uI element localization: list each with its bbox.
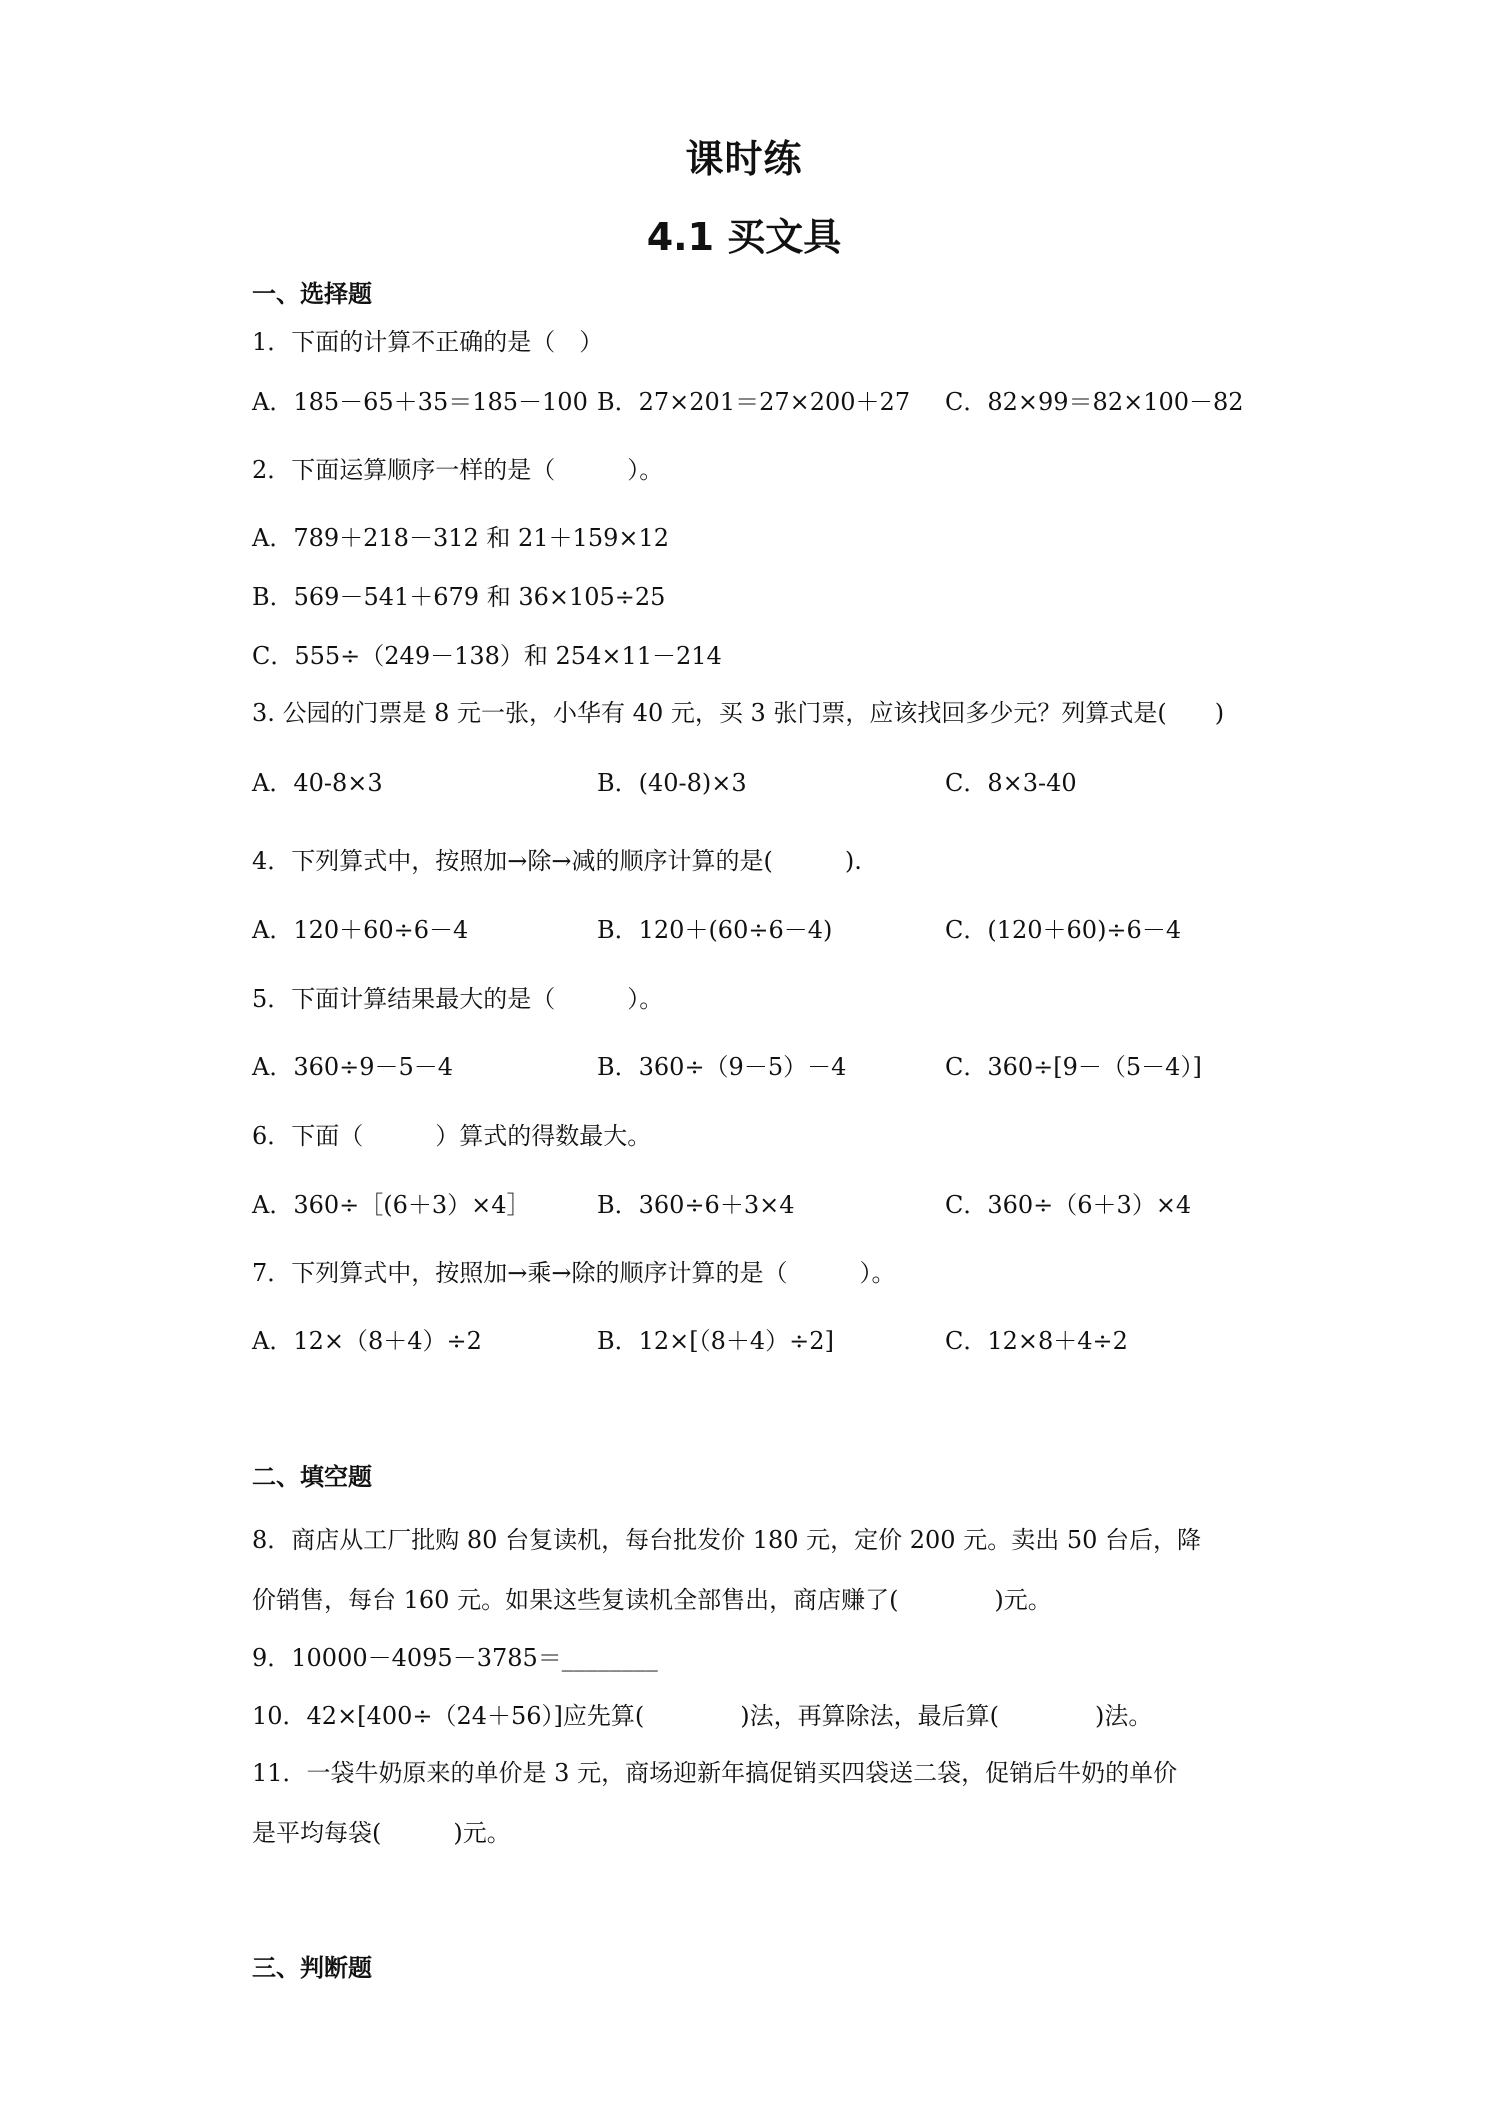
question-7-option-c: C．12×8＋4÷2 xyxy=(945,1327,1128,1355)
question-7-option-b: B．12×[（8＋4）÷2] xyxy=(597,1327,834,1355)
question-4-option-b: B．120＋(60÷6－4) xyxy=(597,916,833,944)
question-8-line-2: 价销售，每台 160 元。如果这些复读机全部售出，商店赚了( )元。 xyxy=(252,1586,1052,1614)
section-heading-choice: 一、选择题 xyxy=(252,280,372,308)
question-3-option-b: B．(40-8)×3 xyxy=(597,769,747,797)
question-2-stem: 2．下面运算顺序一样的是（ ）。 xyxy=(252,456,664,484)
question-4-option-a: A．120＋60÷6－4 xyxy=(252,916,469,944)
question-7-stem: 7．下列算式中，按照加→乘→除的顺序计算的是（ ）。 xyxy=(252,1259,896,1287)
question-6-stem: 6．下面（ ）算式的得数最大。 xyxy=(252,1122,652,1150)
question-1-option-b: B．27×201＝27×200＋27 xyxy=(597,388,911,416)
section-heading-judge: 三、判断题 xyxy=(252,1954,372,1982)
question-11-line-2: 是平均每袋( )元。 xyxy=(252,1819,511,1847)
question-5-option-c: C．360÷[9－（5－4）] xyxy=(945,1053,1202,1081)
question-2-option-a: A．789＋218－312 和 21＋159×12 xyxy=(252,524,670,552)
question-7-option-a: A．12×（8＋4）÷2 xyxy=(252,1327,482,1355)
question-4-option-c: C．(120＋60)÷6－4 xyxy=(945,916,1182,944)
question-8-line-1: 8．商店从工厂批购 80 台复读机，每台批发价 180 元，定价 200 元。卖出 50 台后，降 xyxy=(252,1526,1201,1554)
question-1-stem: 1．下面的计算不正确的是（ ） xyxy=(252,328,604,356)
question-11-line-1: 11．一袋牛奶原来的单价是 3 元，商场迎新年搞促销买四袋送二袋，促销后牛奶的单价 xyxy=(252,1759,1178,1787)
question-2-option-c: C．555÷（249－138）和 254×11－214 xyxy=(252,642,722,670)
question-5-option-a: A．360÷9－5－4 xyxy=(252,1053,454,1081)
question-3-option-c: C．8×3-40 xyxy=(945,769,1077,797)
question-3-option-a: A．40-8×3 xyxy=(252,769,383,797)
section-heading-fill: 二、填空题 xyxy=(252,1463,372,1491)
question-5-stem: 5．下面计算结果最大的是（ ）。 xyxy=(252,985,664,1013)
question-6-option-c: C．360÷（6＋3）×4 xyxy=(945,1191,1192,1219)
lesson-title: 4.1 买文具 xyxy=(646,215,842,259)
question-10: 10．42×[400÷（24＋56）]应先算( )法，再算除法，最后算( )法。 xyxy=(252,1702,1153,1730)
question-3-stem: 3. 公园的门票是 8 元一张，小华有 40 元，买 3 张门票，应该找回多少元？列算式是( ) xyxy=(252,699,1225,727)
question-5-option-b: B．360÷（9－5）－4 xyxy=(597,1053,847,1081)
question-2-option-b: B．569－541＋679 和 36×105÷25 xyxy=(252,583,666,611)
question-4-stem: 4．下列算式中，按照加→除→减的顺序计算的是( ). xyxy=(252,847,862,875)
question-9: 9．10000－4095－3785＝________ xyxy=(252,1644,658,1672)
question-6-option-a: A．360÷［(6＋3）×4］ xyxy=(252,1191,531,1219)
page-title: 课时练 xyxy=(685,137,803,181)
question-1-option-a: A．185－65＋35＝185－100 xyxy=(252,388,588,416)
question-6-option-b: B．360÷6＋3×4 xyxy=(597,1191,795,1219)
question-1-option-c: C．82×99＝82×100－82 xyxy=(945,388,1244,416)
